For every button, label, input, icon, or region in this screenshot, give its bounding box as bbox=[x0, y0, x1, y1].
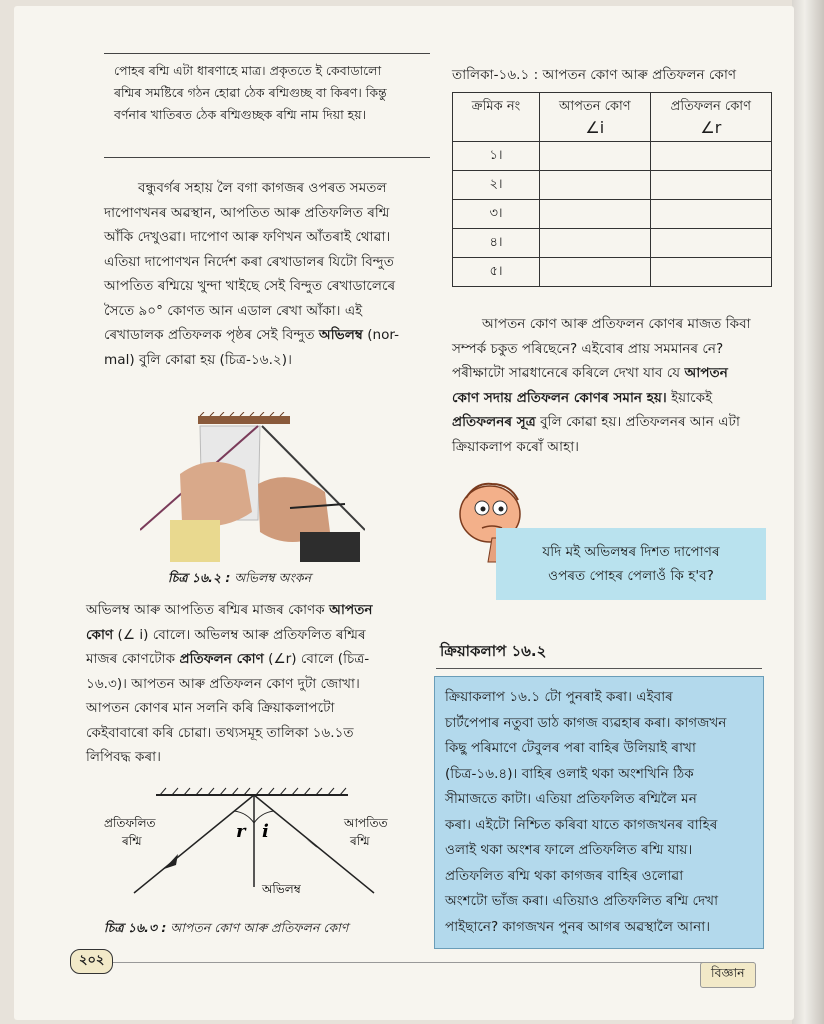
figure-16-3-caption bbox=[104, 920, 348, 940]
activity-heading: ক্ৰিয়াকলাপ ১৬.২ bbox=[440, 642, 547, 660]
top-note bbox=[114, 60, 426, 126]
text-line bbox=[452, 386, 772, 411]
angle-i-label: i bbox=[262, 821, 269, 842]
left-paragraph-2 bbox=[86, 598, 430, 770]
incident-ray-label: ৰশ্মি bbox=[350, 834, 370, 848]
empty-cell bbox=[540, 200, 651, 229]
table-title: তালিকা-১৬.১ : আপতন কোণ আৰু প্ৰতিফলন কোণ bbox=[452, 67, 737, 83]
empty-cell bbox=[540, 229, 651, 258]
bubble-line: যদি মই অভিলম্বৰ দিশত দাপোণৰ bbox=[542, 544, 720, 560]
activity-line: চাৰ্টপেপাৰ নতুবা ডাঠ কাগজ ব্যৱহাৰ কৰা। কাগজখন bbox=[445, 714, 727, 731]
table-header-row bbox=[453, 93, 772, 142]
figure-caption-text: অভিলম্ব অংকন bbox=[234, 570, 312, 585]
normal-label: অভিলম্ব bbox=[262, 882, 301, 896]
empty-cell bbox=[650, 200, 771, 229]
empty-cell bbox=[650, 258, 771, 287]
footer-line bbox=[104, 962, 754, 963]
text-line bbox=[452, 361, 772, 386]
divider bbox=[104, 157, 430, 158]
figure-16-2-caption bbox=[168, 570, 311, 590]
figure-label: চিত্ৰ ১৬.২ : bbox=[168, 570, 231, 585]
header-incidence bbox=[540, 93, 651, 142]
empty-cell bbox=[540, 142, 651, 171]
book-spine bbox=[792, 0, 824, 1024]
text-span: পৰীক্ষাটো সাৱধানেৰে কৰিলে দেখা যাব যে bbox=[452, 365, 681, 381]
text-line: এতিয়া দাপোণখন নিৰ্দেশ কৰা ৰেখাডালৰ যিটো বিন্দুত bbox=[104, 253, 394, 270]
text-line: ১৬.৩)। আপতন আৰু প্ৰতিফলন কোণ দুটা জোখা। bbox=[86, 675, 360, 692]
table-row bbox=[453, 229, 772, 258]
figure-caption-text: আপতন কোণ আৰু প্ৰতিফলন কোণ bbox=[170, 920, 349, 935]
activity-line: কিছু পৰিমাণে টেবুলৰ পৰা বাহিৰ উলিয়াই ৰাখা bbox=[445, 740, 696, 756]
bubble-line: ওপৰত পোহৰ পেলাওঁ কি হ'ব? bbox=[548, 568, 714, 584]
table-row bbox=[453, 171, 772, 200]
text-line: সম্পৰ্ক চকুত পৰিছেনে? এইবোৰ প্ৰায় সমমানৰ নে? bbox=[452, 340, 724, 357]
text-line bbox=[86, 623, 430, 648]
note-line: বৰ্ণনাৰ খাতিৰত ঠেক ৰশ্মিগুচ্ছক ৰশ্মি নাম দিয়া হয়। bbox=[114, 107, 367, 122]
page-number: ২০২ bbox=[70, 949, 113, 974]
table-row bbox=[453, 258, 772, 287]
text-span: (∠ i) বোলে। অভিলম্ব আৰু প্ৰতিফলিত ৰশ্মিৰ bbox=[117, 626, 366, 643]
activity-line: কৰা। এইটো নিশ্চিত কৰিবা যাতে কাগজখনৰ বাহিৰ bbox=[445, 816, 718, 833]
text-span: (∠r) বোলে (চিত্ৰ- bbox=[268, 651, 370, 667]
table-row bbox=[453, 200, 772, 229]
activity-line: সীমাজতে কাটা। এতিয়া প্ৰতিফলিত ৰশ্মিলৈ মন bbox=[445, 791, 697, 807]
figure-label: চিত্ৰ ১৬.৩ : bbox=[104, 920, 167, 935]
header-text: আপতন কোণ bbox=[558, 99, 631, 114]
empty-cell bbox=[650, 142, 771, 171]
text-line: আপতন কোণৰ মান সলনি কৰি ক্ৰিয়াকলাপটো bbox=[86, 700, 335, 716]
text-line: আঁকি দেখুওৱা। দাপোণ আৰু ফণিখন আঁতৰাই থোৱা। bbox=[104, 229, 391, 245]
activity-line: ওলাই থকা অংশৰ ফালে প্ৰতিফলিত ৰশ্মি যায়। bbox=[445, 842, 693, 858]
text-span: (nor- bbox=[367, 327, 400, 343]
header-serial: ক্ৰমিক নং bbox=[453, 93, 540, 142]
text-span: মাজৰ কোণটোক bbox=[86, 651, 176, 667]
angle-symbol: ∠r bbox=[700, 118, 722, 137]
angles-table bbox=[452, 92, 772, 287]
thought-bubble bbox=[496, 528, 766, 600]
activity-line: পাইছানে? কাগজখন পুনৰ আগৰ অৱস্থালৈ আনা। bbox=[445, 918, 711, 935]
text-line: দাপোণখনৰ অৱস্থান, আপতিত আৰু প্ৰতিফলিত ৰশ্মি bbox=[104, 204, 390, 221]
term-law-of-reflection: প্ৰতিফলনৰ সূত্ৰ bbox=[452, 414, 536, 430]
figure-16-3-diagram bbox=[86, 775, 430, 915]
table-16-1 bbox=[452, 92, 772, 287]
divider bbox=[104, 53, 430, 54]
text-line bbox=[86, 647, 430, 672]
text-line bbox=[86, 598, 430, 623]
text-span: বুলি কোৱা হয়। প্ৰতিফলনৰ আন এটা bbox=[540, 414, 740, 430]
text-span: অভিলম্ব আৰু আপতিত ৰশ্মিৰ মাজৰ কোণক bbox=[86, 602, 325, 618]
serial-cell: ২। bbox=[453, 171, 540, 200]
text-line bbox=[104, 323, 430, 348]
term-reflection-angle: প্ৰতিফলন কোণ bbox=[179, 651, 264, 667]
activity-box bbox=[434, 676, 764, 949]
text-line bbox=[452, 410, 772, 435]
subject-tag: বিজ্ঞান bbox=[700, 962, 756, 988]
reflected-ray-label: ৰশ্মি bbox=[122, 834, 142, 848]
term-incidence: আপতন bbox=[329, 602, 373, 618]
text-line: সৈতে ৯০° কোণত আন এডাল ৰেখা আঁকা। এই bbox=[104, 302, 363, 319]
figure-16-2-image bbox=[140, 412, 365, 562]
note-line: পোহৰ ৰশ্মি এটা ধাৰণাহে মাত্ৰ। প্ৰকৃততে ই কেবাডালো bbox=[114, 63, 382, 78]
note-line: ৰশ্মিৰ সমষ্টিৰে গঠন হোৱা ঠেক ৰশ্মিগুচ্ছ বা কিৰণ। কিন্তু bbox=[114, 85, 387, 100]
text-line: আপতিত ৰশ্মিয়ে খুন্দা খাইছে সেই বিন্দুত ৰেখাডালেৰে bbox=[104, 278, 396, 294]
table-row bbox=[453, 142, 772, 171]
text-line: লিপিবদ্ধ কৰা। bbox=[86, 749, 161, 765]
text-line: mal) বুলি কোৱা হয় (চিত্ৰ-১৬.২)। bbox=[104, 351, 292, 368]
header-text: প্ৰতিফলন কোণ bbox=[670, 99, 751, 114]
text-line: কেইবাবাৰো কৰি চোৱা। তথ্যসমূহ তালিকা ১৬.১ত bbox=[86, 724, 354, 741]
term-angle: কোণ bbox=[86, 626, 114, 643]
angle-symbol: ∠i bbox=[585, 118, 605, 137]
term-incidence: আপতন bbox=[684, 365, 728, 381]
activity-line: অংশটো ভাঁজ কৰা। এতিয়াও প্ৰতিফলিত ৰশ্মি দেখা bbox=[445, 893, 719, 909]
header-reflection bbox=[650, 93, 771, 142]
law-statement: কোণ সদায় প্ৰতিফলন কোণৰ সমান হয়। bbox=[452, 389, 667, 406]
reflected-ray-label: প্ৰতিফলিত bbox=[104, 816, 156, 830]
activity-line: প্ৰতিফলিত ৰশ্মি থকা কাগজৰ বাহিৰ ওলোৱা bbox=[445, 867, 684, 884]
drawing-normal-illustration bbox=[140, 412, 365, 562]
empty-cell bbox=[650, 229, 771, 258]
left-paragraph-1 bbox=[104, 176, 430, 372]
empty-cell bbox=[650, 171, 771, 200]
divider bbox=[436, 668, 762, 669]
text-span: ইয়াকেই bbox=[671, 389, 713, 406]
serial-cell: ৪। bbox=[453, 229, 540, 258]
right-paragraph bbox=[452, 312, 772, 459]
text-span: ৰেখাডালক প্ৰতিফলক পৃষ্ঠৰ সেই বিন্দুত bbox=[104, 327, 315, 343]
incident-ray-label: আপতিত bbox=[344, 816, 388, 830]
reflection-angles-diagram bbox=[86, 775, 430, 915]
serial-cell: ১। bbox=[453, 142, 540, 171]
serial-cell: ৩। bbox=[453, 200, 540, 229]
text-line: আপতন কোণ আৰু প্ৰতিফলন কোণৰ মাজত কিবা bbox=[482, 316, 751, 332]
serial-cell: ৫। bbox=[453, 258, 540, 287]
term-normal: অভিলম্ব bbox=[318, 327, 363, 343]
text-line: ক্ৰিয়াকলাপ কৰোঁ আহা। bbox=[452, 438, 580, 455]
activity-line: ক্ৰিয়াকলাপ ১৬.১ টো পুনৰাই কৰা। এইবাৰ bbox=[445, 689, 673, 705]
empty-cell bbox=[540, 171, 651, 200]
empty-cell bbox=[540, 258, 651, 287]
angle-r-label: r bbox=[236, 821, 246, 842]
activity-line: (চিত্ৰ-১৬.৪)। বাহিৰ ওলাই থকা অংশখিনি ঠিক bbox=[445, 765, 694, 782]
text-line: বন্ধুবৰ্গৰ সহায় লৈ বগা কাগজৰ ওপৰত সমতল bbox=[138, 180, 387, 196]
